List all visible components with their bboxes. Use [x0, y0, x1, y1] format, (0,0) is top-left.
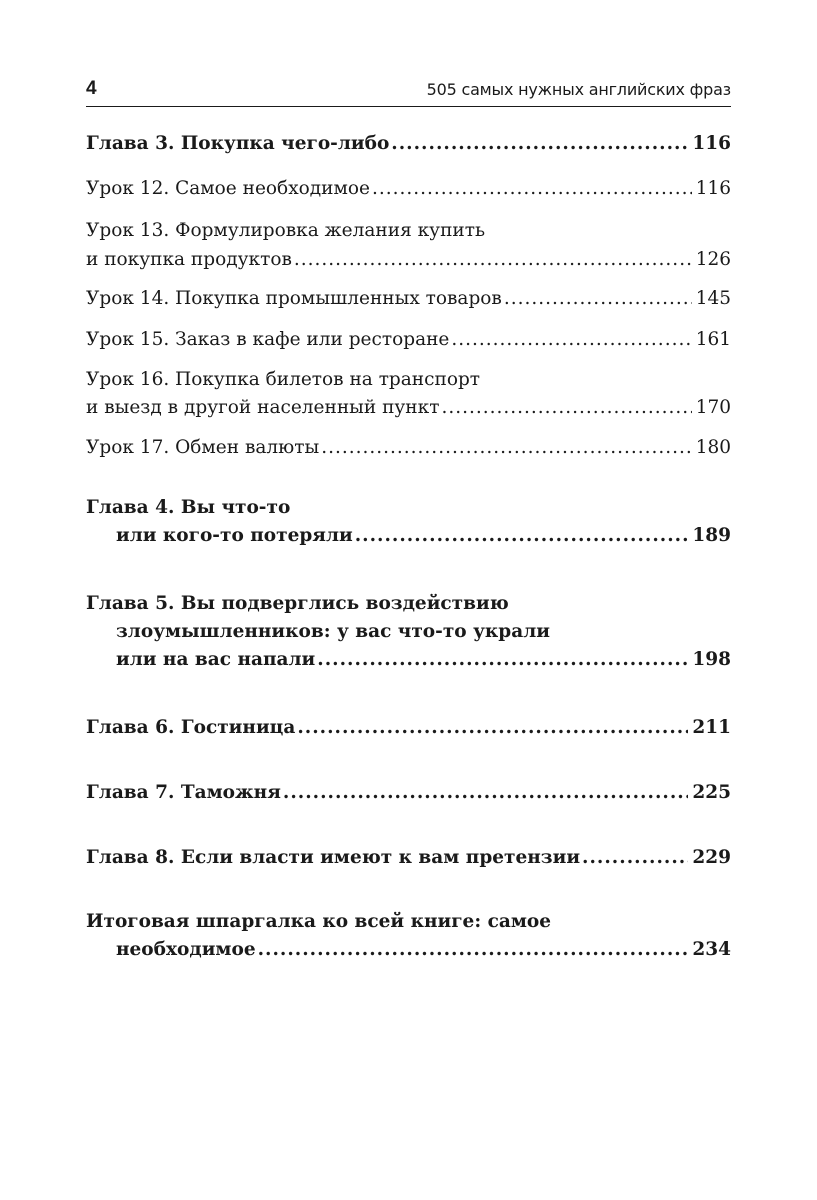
toc-entry-chapter-6[interactable] — [86, 712, 731, 744]
toc-entry-chapter-3[interactable] — [86, 128, 731, 160]
leader-dots — [451, 324, 691, 356]
leader-dots — [258, 934, 689, 966]
toc-entry-lesson-15[interactable] — [86, 324, 731, 356]
leader-dots — [504, 283, 692, 315]
leader-dots — [283, 777, 688, 809]
toc-page-number: 145 — [695, 288, 731, 309]
toc-entry-title: Урок 12. Самое необходимое — [86, 178, 370, 199]
toc-entry-title: Урок 15. Заказ в кафе или ресторане — [86, 329, 450, 350]
toc-entry-lesson-16[interactable] — [86, 364, 731, 424]
toc-page-number: 170 — [695, 397, 731, 418]
leader-dots — [582, 842, 688, 874]
toc-page-number: 225 — [692, 782, 731, 803]
leader-dots — [441, 392, 691, 424]
toc-entry-title: Урок 16. Покупка билетов на транспорт — [86, 369, 481, 390]
toc-page-number: 234 — [692, 939, 731, 960]
toc-entry-title-continued: злоумышленников: у вас что-то украли — [116, 621, 550, 642]
toc-entry-title: Урок 17. Обмен валюты — [86, 437, 320, 458]
page-number: 4 — [86, 78, 97, 99]
toc-entry-lesson-12[interactable] — [86, 173, 731, 205]
toc-entry-title: Глава 6. Гостиница — [86, 717, 296, 738]
leader-dots — [391, 128, 688, 160]
leader-dots — [321, 432, 691, 464]
toc-page-number: 211 — [692, 717, 731, 738]
leader-dots — [297, 712, 688, 744]
toc-page-number: 180 — [695, 437, 731, 458]
toc-page-number: 116 — [695, 178, 731, 199]
toc-entry-title: Глава 8. Если власти имеют к вам претензии — [86, 847, 581, 868]
toc-entry-lesson-17[interactable] — [86, 432, 731, 464]
toc-entry-title: Глава 4. Вы что-то — [86, 497, 291, 518]
toc-entry-lesson-13[interactable] — [86, 215, 731, 276]
toc-entry-chapter-4[interactable] — [86, 492, 731, 552]
toc-page-number: 126 — [695, 249, 731, 270]
running-title: 505 самых нужных английских фраз — [426, 80, 731, 99]
toc-entry-lesson-14[interactable] — [86, 283, 731, 315]
toc-page-number: 189 — [692, 525, 731, 546]
page-header — [86, 78, 731, 107]
toc-entry-title: Урок 13. Формулировка желания купить — [86, 220, 486, 241]
toc-page-number: 229 — [692, 847, 731, 868]
leader-dots — [317, 644, 688, 676]
toc-entry-title: Урок 14. Покупка промышленных товаров — [86, 288, 502, 309]
toc-entry-title: Глава 3. Покупка чего-либо — [86, 133, 390, 154]
toc-entry-title: Глава 7. Таможня — [86, 782, 281, 803]
toc-entry-chapter-8[interactable] — [86, 842, 731, 874]
toc-entry-title-continued: необходимое — [116, 939, 256, 960]
toc-entry-title-continued: или на вас напали — [116, 649, 316, 670]
toc-entry-final-cheatsheet[interactable] — [86, 906, 731, 966]
toc-entry-chapter-5[interactable] — [86, 588, 731, 676]
toc-entry-title-continued: или кого-то потеряли — [116, 525, 353, 546]
toc-entry-title: Глава 5. Вы подверглись воздействию — [86, 593, 509, 614]
toc-entry-title: Итоговая шпаргалка ко всей книге: самое — [86, 911, 552, 932]
toc-entry-title-continued: и выезд в другой населенный пункт — [86, 397, 440, 418]
toc-page-number: 161 — [695, 329, 731, 350]
leader-dots — [355, 520, 689, 552]
toc-page-number: 116 — [692, 133, 731, 154]
toc-entry-chapter-7[interactable] — [86, 777, 731, 809]
leader-dots — [372, 173, 692, 205]
toc-page-number: 198 — [692, 649, 731, 670]
toc-entry-title-continued: и покупка продуктов — [86, 249, 292, 270]
leader-dots — [294, 244, 692, 276]
